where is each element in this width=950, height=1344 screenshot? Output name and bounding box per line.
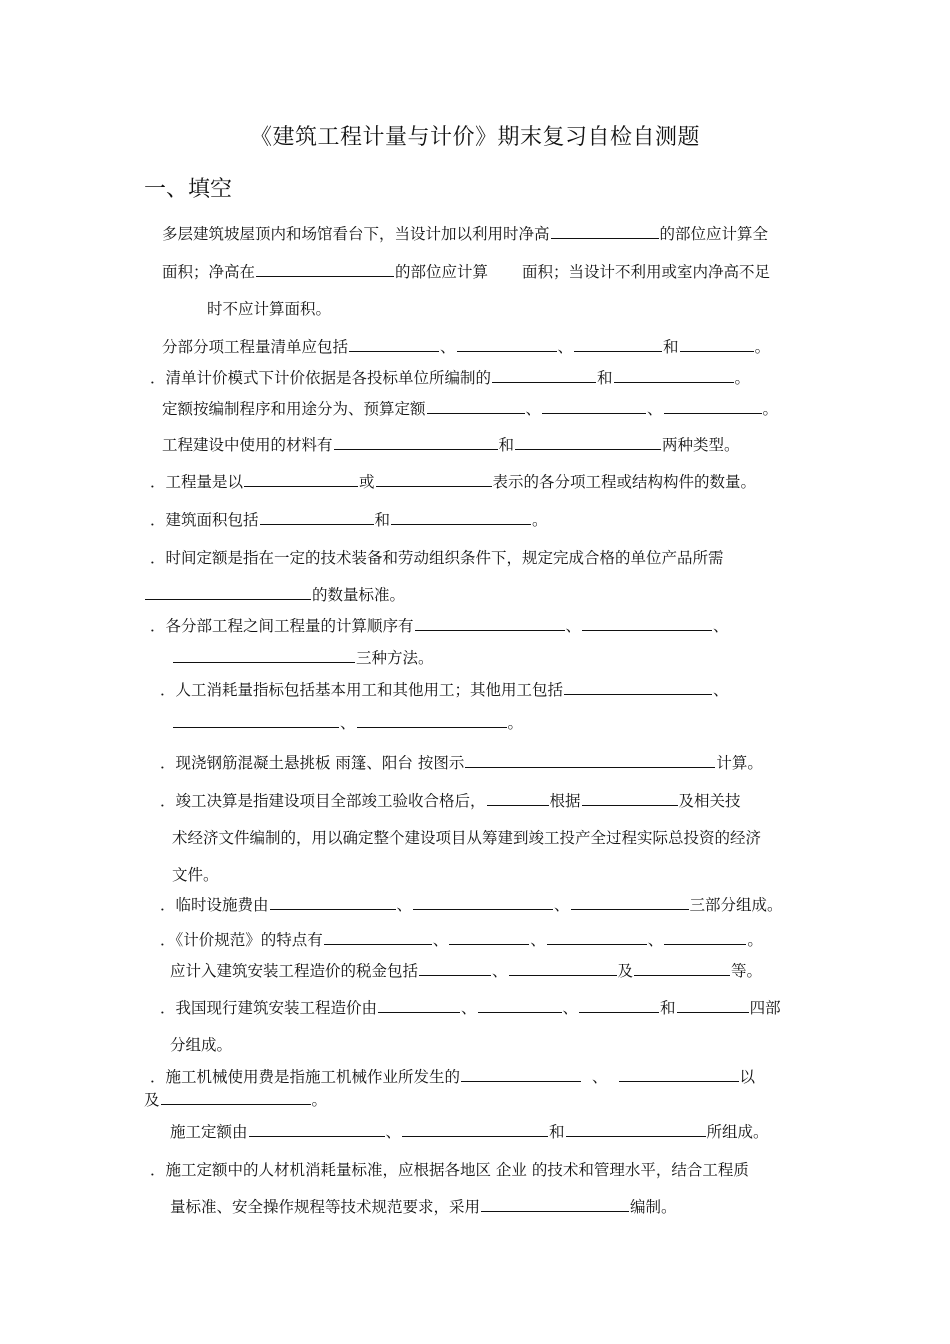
question-line: 工程建设中使用的材料有 和 两种类型。 (162, 436, 740, 454)
question-line: ．建筑面积包括 和 。 (150, 511, 548, 529)
question-line: 及 。 (144, 1091, 328, 1109)
answer-blank[interactable] (334, 435, 498, 450)
question-line: 定额按编制程序和用途分为、预算定额 、 、 。 (162, 400, 779, 418)
answer-blank[interactable] (391, 510, 531, 525)
answer-blank[interactable] (492, 368, 596, 383)
answer-blank[interactable] (413, 895, 553, 910)
answer-blank[interactable] (478, 998, 562, 1013)
answer-blank[interactable] (173, 648, 355, 663)
question-line: 面积；净高在 的部位应计算 面积；当设计不利用或室内净高不足 (162, 263, 771, 281)
question-line: ．竣工决算是指建设项目全部竣工验收合格后， 根据 及相关技 (160, 792, 741, 810)
answer-blank[interactable] (249, 1122, 385, 1137)
answer-blank[interactable] (574, 337, 662, 352)
answer-blank[interactable] (664, 399, 762, 414)
question-line: ．我国现行建筑安装工程造价由 、 、 和 四部 (160, 999, 781, 1017)
answer-blank[interactable] (461, 1067, 581, 1082)
answer-blank[interactable] (376, 472, 492, 487)
answer-blank[interactable] (542, 399, 646, 414)
answer-blank[interactable] (680, 337, 754, 352)
answer-blank[interactable] (487, 791, 549, 806)
answer-blank[interactable] (582, 616, 712, 631)
question-line: 分组成。 (170, 1036, 233, 1054)
answer-blank[interactable] (547, 930, 647, 945)
question-line: 时不应计算面积。 (207, 300, 332, 318)
answer-blank[interactable] (481, 1197, 629, 1212)
answer-blank[interactable] (415, 616, 565, 631)
answer-blank[interactable] (256, 262, 394, 277)
answer-blank[interactable] (419, 961, 491, 976)
question-line: 术经济文件编制的，用以确定整个建设项目从筹建到竣工投产全过程实际总投资的经济 (172, 829, 762, 847)
question-line: 的数量标准。 (144, 585, 405, 605)
question-line: ．各分部工程之间工程量的计算顺序有 、 、 (150, 617, 729, 635)
answer-blank[interactable] (349, 337, 439, 352)
answer-blank[interactable] (634, 961, 730, 976)
answer-blank[interactable] (260, 510, 374, 525)
question-line: 施工定额由 、 和 所组成。 (170, 1123, 769, 1141)
question-line: 三种方法。 (172, 648, 434, 668)
question-line: 量标准、安全操作规程等技术规范要求，采用 编制。 (170, 1198, 677, 1216)
question-line: 、 。 (172, 713, 523, 733)
answer-blank[interactable] (457, 337, 557, 352)
question-line: ．施工机械使用费是指施工机械作业所发生的 、 以 (150, 1068, 756, 1086)
answer-blank[interactable] (509, 961, 617, 976)
question-line: ．工程量是以 或 表示的各分项工程或结构构件的数量。 (150, 473, 757, 491)
answer-blank[interactable] (161, 1090, 311, 1105)
question-line: 分部分项工程量清单应包括 、 、 和 。 (162, 338, 771, 356)
answer-blank[interactable] (270, 895, 396, 910)
answer-blank[interactable] (582, 791, 678, 806)
question-line: ．临时设施费由 、 、 三部分组成。 (160, 896, 783, 914)
answer-blank[interactable] (579, 998, 659, 1013)
answer-blank[interactable] (564, 680, 712, 695)
question-line: ．人工消耗量指标包括基本用工和其他用工；其他用工包括 、 (160, 681, 729, 699)
answer-blank[interactable] (515, 435, 661, 450)
document-title: 《建筑工程计量与计价》期末复习自检自测题 (249, 125, 700, 150)
answer-blank[interactable] (677, 998, 749, 1013)
question-line: ．清单计价模式下计价依据是各投标单位所编制的 和 。 (150, 369, 751, 387)
question-line: ．时间定额是指在一定的技术装备和劳动组织条件下，规定完成合格的单位产品所需 (150, 549, 724, 567)
answer-blank[interactable] (614, 368, 734, 383)
answer-blank[interactable] (465, 753, 715, 768)
answer-blank[interactable] (449, 930, 529, 945)
answer-blank[interactable] (173, 713, 339, 728)
question-line: ．施工定额中的人材机消耗量标准，应根据各地区 企业 的技术和管理水平，结合工程质 (150, 1161, 749, 1179)
question-line: 文件。 (172, 866, 219, 884)
question-line: ．《计价规范》的特点有 、 、 、 。 (160, 931, 763, 949)
question-line: 多层建筑坡屋顶内和场馆看台下，当设计加以利用时净高 的部位应计算全 (162, 225, 769, 243)
answer-blank[interactable] (551, 224, 659, 239)
answer-blank[interactable] (664, 930, 746, 945)
section-heading: 一、填空 (144, 177, 233, 202)
answer-blank[interactable] (378, 998, 460, 1013)
answer-blank[interactable] (571, 895, 689, 910)
answer-blank[interactable] (324, 930, 432, 945)
question-line: ．现浇钢筋混凝土悬挑板 雨篷、阳台 按图示 计算。 (160, 754, 763, 772)
answer-blank[interactable] (619, 1067, 739, 1082)
question-line: 应计入建筑安装工程造价的税金包括 、 及 等。 (170, 962, 763, 980)
answer-blank[interactable] (145, 585, 311, 600)
answer-blank[interactable] (402, 1122, 548, 1137)
answer-blank[interactable] (244, 472, 358, 487)
answer-blank[interactable] (427, 399, 525, 414)
answer-blank[interactable] (357, 713, 507, 728)
answer-blank[interactable] (566, 1122, 706, 1137)
